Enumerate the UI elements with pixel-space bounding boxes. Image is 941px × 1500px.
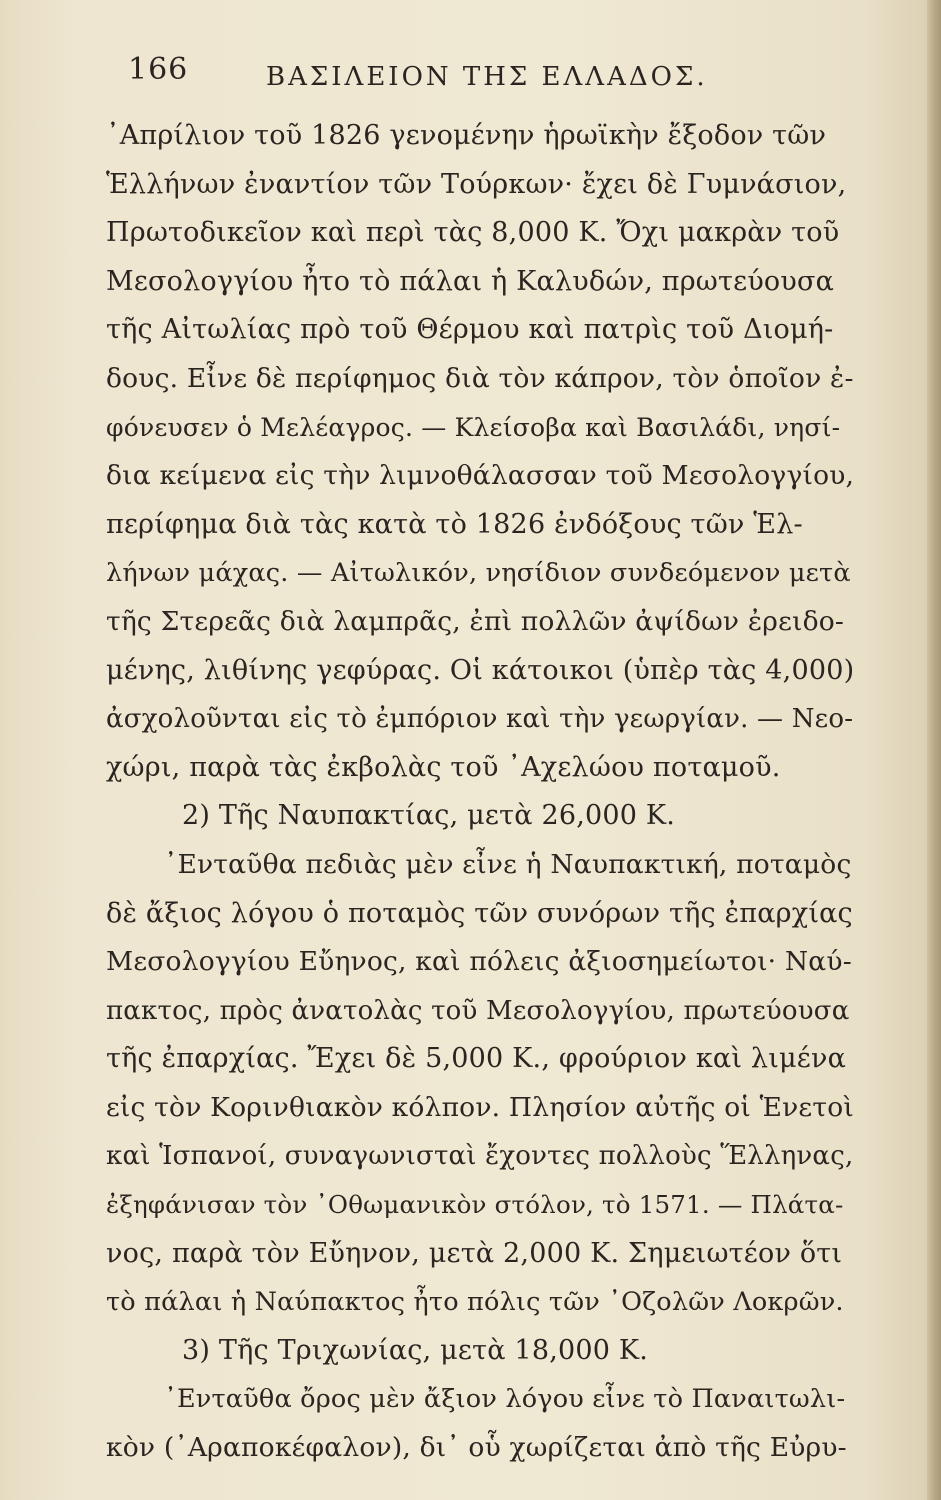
- text-line: ἀσχολοῦνται εἰς τὸ ἐμπόριον καὶ τὴν γεωργίαν. — Νεο-: [106, 704, 854, 735]
- running-title: ΒΑΣΙΛΕΙΟΝ ΤΗΣ ΕΛΛΑΔΟΣ.: [266, 62, 708, 92]
- text-line: μένης, λιθίνης γεφύρας. Οἱ κάτοικοι (ὑπὲρ τὰς 4,000): [106, 654, 855, 686]
- text-line: δια κείμενα εἰς τὴν λιμνοθάλασσαν τοῦ Μεσολογγίου,: [106, 460, 855, 492]
- page-header: [128, 52, 728, 96]
- text-line: δὲ ἄξιος λόγου ὁ ποταμὸς τῶν συνόρων τῆς ἐπαρχίας: [106, 897, 853, 929]
- text-line: Πρωτοδικεῖον καὶ περὶ τὰς 8,000 Κ. Ὄχι μακρὰν τοῦ: [106, 217, 840, 249]
- text-line: ἐξηφάνισαν τὸν ᾿Οθωμανικὸν στόλον, τὸ 1571. — Πλάτα-: [106, 1190, 844, 1220]
- page-number: 166: [128, 52, 189, 87]
- text-line: τῆς ἐπαρχίας. Ἔχει δὲ 5,000 Κ., φρούριον καὶ λιμένα: [106, 1043, 847, 1075]
- text-line: πακτος, πρὸς ἀνατολὰς τοῦ Μεσολογγίου, πρωτεύουσα: [106, 995, 850, 1026]
- section-heading-naupaktia: 2) Τῆς Ναυπακτίας, μετὰ 26,000 Κ.: [182, 800, 676, 832]
- body-text: [106, 112, 854, 1473]
- text-line: φόνευσεν ὁ Μελέαγρος. — Κλείσοβα καὶ Βασιλάδι, νησί-: [106, 412, 841, 442]
- text-line: Ἑλλήνων ἐναντίον τῶν Τούρκων· ἔχει δὲ Γυμνάσιον,: [106, 168, 847, 200]
- text-line: λήνων μάχας. — Αἰτωλικόν, νησίδιον συνδεόμενον μετὰ: [106, 558, 851, 589]
- page-edge: [927, 0, 941, 1500]
- text-line: Μεσολογγίου ἦτο τὸ πάλαι ἡ Καλυδών, πρωτεύουσα: [106, 265, 835, 297]
- text-line: χώρι, παρὰ τὰς ἐκβολὰς τοῦ ᾿Αχελώου ποταμοῦ.: [106, 751, 781, 783]
- text-line: κὸν (᾿Αραποκέφαλον), δι᾿ οὗ χωρίζεται ἀπὸ τῆς Εὐρυ-: [106, 1432, 847, 1464]
- section-heading-trichonia: 3) Τῆς Τριχωνίας, μετὰ 18,000 Κ.: [182, 1334, 649, 1366]
- text-line: εἰς τὸν Κορινθιακὸν κόλπον. Πλησίον αὐτῆς οἱ Ἑνετοὶ: [106, 1091, 854, 1123]
- text-line: Μεσολογγίου Εὔηνος, καὶ πόλεις ἀξιοσημείωτοι· Ναύ-: [106, 946, 852, 978]
- text-line: νος, παρὰ τὸν Εὔηνον, μετὰ 2,000 Κ. Σημειωτέον ὅτι: [106, 1237, 843, 1269]
- text-line: περίφημα διὰ τὰς κατὰ τὸ 1826 ἐνδόξους τῶν Ἑλ-: [106, 508, 803, 540]
- text-line: τῆς Στερεᾶς διὰ λαμπρᾶς, ἐπὶ πολλῶν ἀψίδων ἐρειδο-: [106, 605, 845, 637]
- text-line: τῆς Αἰτωλίας πρὸ τοῦ Θέρμου καὶ πατρὶς τοῦ Διομή-: [106, 314, 834, 346]
- text-line: τὸ πάλαι ἡ Ναύπακτος ἦτο πόλις τῶν ᾿Οζολῶν Λοκρῶν.: [106, 1287, 844, 1318]
- text-line: ᾿Ενταῦθα πεδιὰς μὲν εἶνε ἡ Ναυπακτική, ποταμὸς: [164, 848, 852, 880]
- text-line: καὶ Ἱσπανοί, συναγωνισταὶ ἔχοντες πολλοὺς Ἕλληνας,: [106, 1141, 854, 1172]
- text-line: ᾿Απρίλιον τοῦ 1826 γενομένην ἡρωϊκὴν ἔξοδον τῶν: [106, 120, 827, 151]
- text-line: ᾿Ενταῦθα ὄρος μὲν ἄξιον λόγου εἶνε τὸ Παναιτωλι-: [164, 1384, 846, 1415]
- text-line: δους. Εἶνε δὲ περίφημος διὰ τὸν κάπρον, τὸν ὁποῖον ἐ-: [106, 362, 854, 394]
